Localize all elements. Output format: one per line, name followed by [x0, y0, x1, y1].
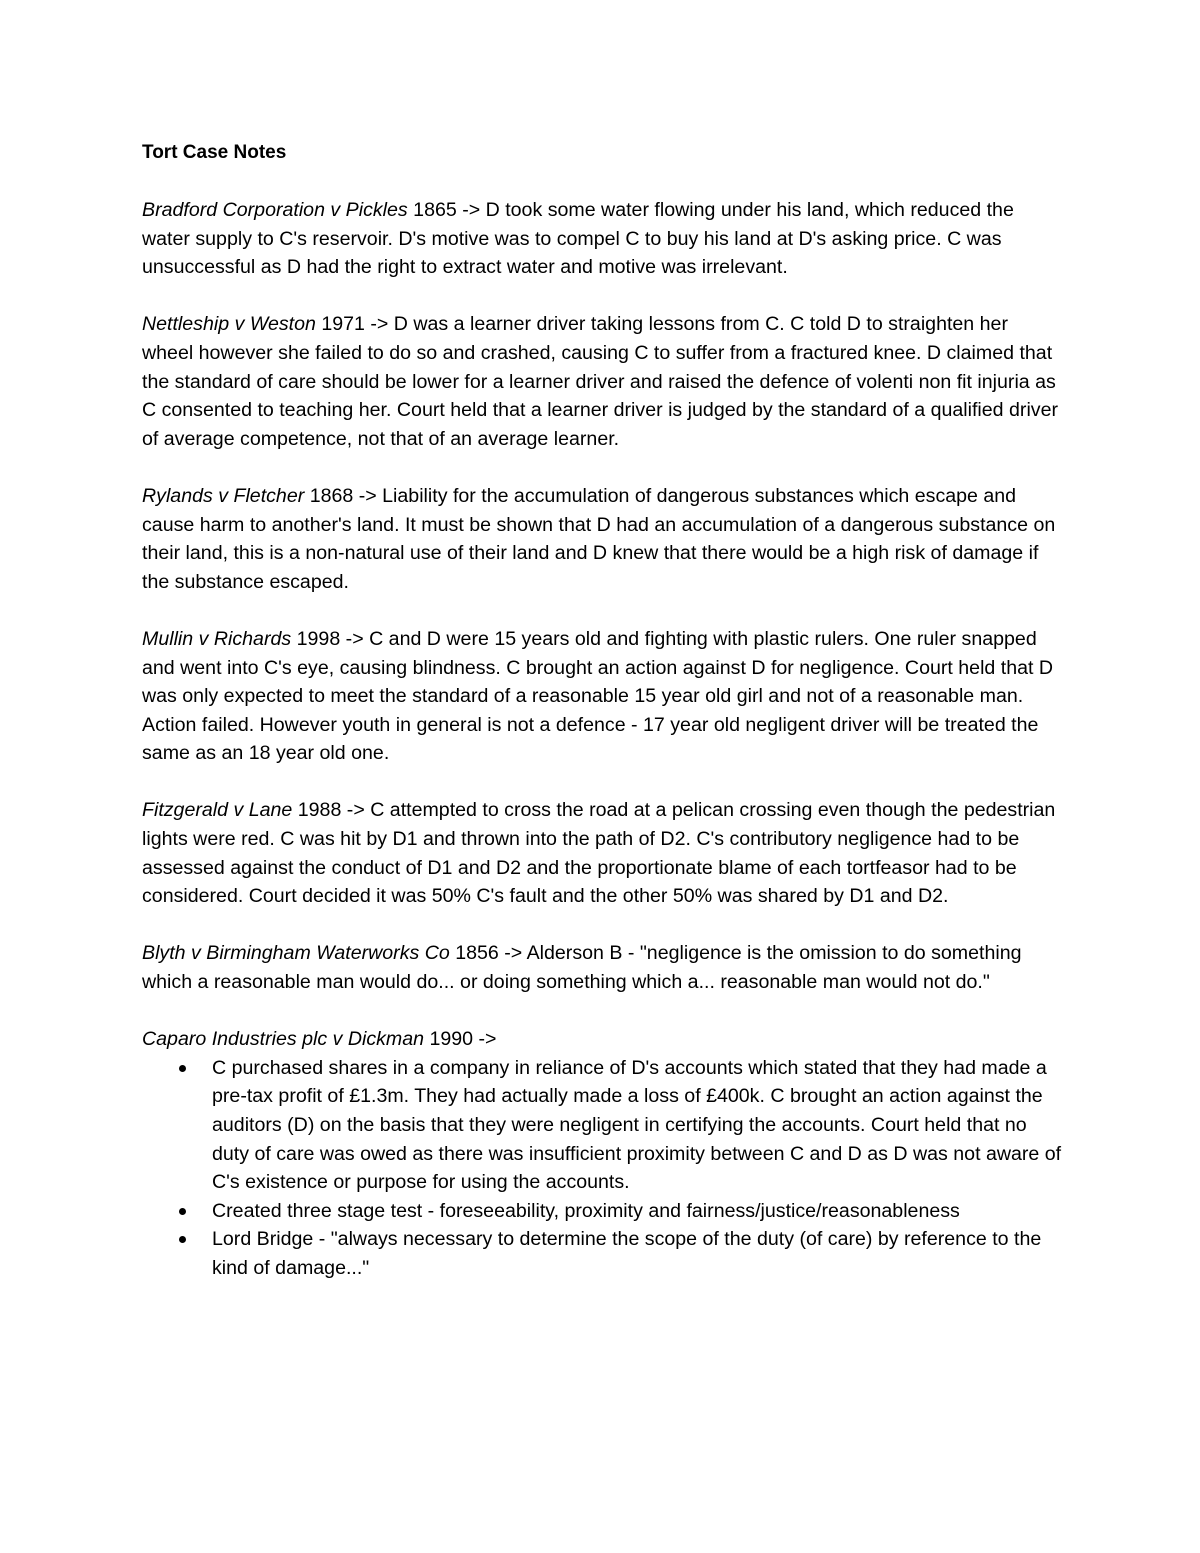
case-entry — [142, 482, 1062, 596]
case-entry — [142, 310, 1062, 453]
case-summary: D took some water flowing under his land, which reduced the water supply to C's reservoir. D's motive was to compel C to buy his land at D's asking price. C was unsuccessful as D had the right to extract water and motive was irrelevant. — [142, 199, 1014, 279]
case-year: 1856 -> — [449, 942, 527, 965]
list-item — [212, 1054, 1062, 1197]
bullet-icon — [179, 1236, 186, 1243]
case-name: Bradford Corporation v Pickles — [142, 199, 408, 221]
case-year: 1868 -> — [304, 484, 383, 507]
case-summary: D was a learner driver taking lessons from C. C told D to straighten her wheel however she failed to do so and crashed, causing C to suffer from a fractured knee. D claimed that the standard of care should be lower for a learner driver and raised the defence of volenti non fit injuria as C consented to teaching her. Court held that a learner driver is judged by the standard of a qualified driver of average competence, not that of an average learner. — [142, 313, 1059, 450]
case-entry — [142, 625, 1062, 768]
bullet-icon — [179, 1065, 186, 1072]
list-item-text: Lord Bridge - "always necessary to determine the scope of the duty (of care) by reference to the kind of damage..." — [212, 1228, 1042, 1279]
case-year: 1990 -> — [424, 1028, 497, 1051]
case-summary: Liability for the accumulation of dangerous substances which escape and cause harm to another's land. It must be shown that D had an accumulation of a dangerous substance on their land, this is a non-natural use of their land and D knew that there would be a high risk of damage if the substance escaped. — [142, 484, 1056, 593]
case-summary: C and D were 15 years old and fighting with plastic rulers. One ruler snapped and went into C's eye, causing blindness. C brought an action against D for negligence. Court held that D was only expected to meet the standard of a reasonable 15 year old girl and not of a reasonable man. Action failed. However youth in general is not a defence - 17 year old negligent driver will be treated the same as an 18 year old one. — [142, 627, 1054, 765]
case-year: 1988 -> — [292, 799, 371, 822]
list-item-text: C purchased shares in a company in reliance of D's accounts which stated that they had made a pre-tax profit of £1.3m. They had actually made a loss of £400k. C brought an action against the auditors (D) on the basis that they were negligent in certifying the accounts. Court held that no duty of care was owed as there was insufficient proximity between C and D as D was not aware of C's existence or purpose for using the accounts. — [212, 1056, 1062, 1194]
case-entry — [142, 796, 1062, 910]
case-summary: C attempted to cross the road at a pelican crossing even though the pedestrian lights were red. C was hit by D1 and thrown into the path of D2. C's contributory negligence had to be assessed against the conduct of D1 and D2 and the proportionate blame of each tortfeasor had to be considered. Court decided it was 50% C's fault and the other 50% was shared by D1 and D2. — [142, 799, 1056, 908]
document-title: Tort Case Notes — [142, 142, 287, 163]
case-entry — [142, 939, 1062, 996]
case-year: 1998 -> — [291, 627, 370, 650]
caparo-points-list — [142, 1054, 1062, 1283]
case-name: Caparo Industries plc v Dickman — [142, 1028, 425, 1051]
case-entry — [142, 196, 1062, 282]
list-item — [212, 1225, 1062, 1282]
case-name: Rylands v Fletcher — [142, 484, 305, 507]
bullet-icon — [179, 1208, 186, 1215]
list-item — [212, 1197, 1062, 1226]
case-name: Mullin v Richards — [142, 627, 292, 650]
case-name: Blyth v Birmingham Waterworks Co — [142, 942, 450, 965]
list-item-text: Created three stage test - foreseeability, proximity and fairness/justice/reasonableness — [212, 1199, 960, 1222]
case-entry-caparo — [142, 1025, 1062, 1054]
case-year: 1865 -> — [407, 199, 486, 221]
case-summary: Alderson B - "negligence is the omission to do something which a reasonable man would do... or doing something which a... reasonable man would not do." — [142, 942, 1022, 994]
case-year: 1971 -> — [315, 313, 394, 336]
case-name: Fitzgerald v Lane — [142, 799, 293, 822]
case-name: Nettleship v Weston — [142, 313, 316, 336]
